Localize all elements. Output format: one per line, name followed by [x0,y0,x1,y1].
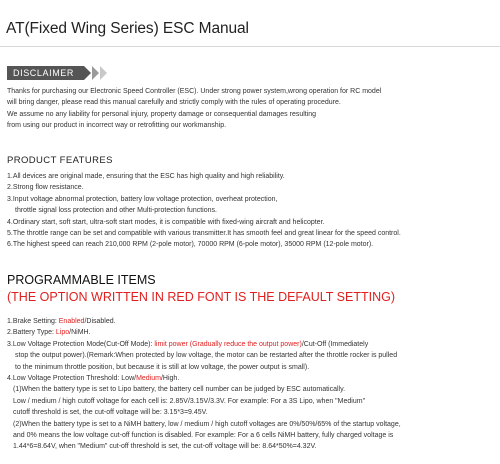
lvp-threshold-default: Medium [136,375,161,383]
lvp-threshold-line: and 0% means the low voltage cut-off function is disabled. For example: For a 6 cells NiMH battery, fully charged voltage is [13,432,394,440]
programmable-list [7,316,401,453]
battery-prefix: 2.Battery Type: [7,329,56,337]
lvp-threshold-line: (1)When the battery type is set to Lipo battery, the battery cell number can be judged by ESC automatically. [13,386,346,394]
feature-item: 5.The throttle range can be set and compatible with various transmitter.It has smooth feel and great linear for the speed control. [7,230,401,238]
lvp-threshold-low: Low/ [121,375,137,383]
lvp-mode-line: to the minimum throttle position, but because it is still at low voltage, the power output is small). [15,363,310,371]
lvp-mode-default: limit power (Gradually reduce the output power) [154,340,302,348]
features-list [7,171,401,251]
feature-item: 6.The highest speed can reach 210,000 RPM (2-pole motor), 70000 RPM (6-pole motor), 35000 RPM (12-pole motor). [7,241,374,249]
lvp-threshold-line: Low / medium / high cutoff voltage for each cell is: 2.85V/3.15V/3.3V. For example: For a 3S Lipo, when "Medium" [13,397,366,405]
disclaimer-text [7,86,381,132]
document-title: AT(Fixed Wing Series) ESC Manual [6,20,249,37]
brake-suffix: /Disabled. [84,318,116,325]
brake-default: Enabled [58,318,85,325]
battery-suffix: /NiMH. [69,329,91,337]
lvp-threshold-high: /High. [160,375,180,383]
battery-default: Lipo [55,329,70,337]
feature-item: 2.Strong flow resistance. [7,184,84,192]
lvp-threshold-prefix: 4.Low Voltage Protection Threshold: [7,375,122,383]
lvp-mode-prefix: 3.Low Voltage Protection Mode(Cut-Off Mode): [7,340,155,348]
brake-setting-item [7,316,401,327]
lvp-mode-suffix: /Cut-Off (Immediately [301,340,369,348]
battery-type-item [7,327,401,338]
disclaimer-line: We assume no any liability for personal injury, property damage or consequential damages resulting [7,110,317,118]
title-divider [0,46,500,47]
brake-prefix: 1.Brake Setting: [7,318,59,325]
lvp-threshold-line: cutoff threshold is set, the cut-off voltage will be: 3.15*3=9.45V. [13,409,208,417]
default-setting-note: (THE OPTION WRITTEN IN RED FONT IS THE DEFAULT SETTING) [7,290,395,304]
feature-item: throttle signal loss protection and other Multi-protection functions. [15,207,217,215]
feature-item: 3.Input voltage abnormal protection, battery low voltage protection, overheat protection, [7,195,278,203]
disclaimer-label: DISCLAIMER [7,66,84,80]
chevron-right-icon [92,66,99,80]
lvp-mode-item [7,339,401,350]
chevron-right-icon [100,66,107,80]
programmable-heading: PROGRAMMABLE ITEMS [7,273,156,287]
lvp-threshold-line: (2)When the battery type is set to a NiMH battery, low / medium / high cutoff voltages are 0%/50%/65% of the startup voltage, [13,420,401,428]
disclaimer-line: will bring danger, please read this manual carefully and strictly comply with the rules of operating procedure. [7,99,341,107]
lvp-mode-line: stop the output power).(Remark:When protected by low voltage, the motor can be restarted after the throttle rocker is pulled [15,352,398,360]
disclaimer-line: from using our product in incorrect way or retrofitting our workmanship. [7,122,227,130]
lvp-threshold-line: 1.44*6=8.64V, when "Medium" cut-off threshold is set, the cut-off voltage will be: 8.64*50%=4.32V. [13,443,317,451]
feature-item: 1.All devices are original made, ensuring that the ESC has high quality and high reliability. [7,173,285,180]
lvp-threshold-item [7,373,401,384]
disclaimer-banner [7,66,107,80]
disclaimer-line: Thanks for purchasing our Electronic Speed Controller (ESC). Under strong power system,wrong operation for RC model [7,88,382,95]
features-heading: PRODUCT FEATURES [7,155,113,166]
feature-item: 4.Ordinary start, soft start, ultra-soft start modes, it is compatible with fixed-wing aircraft and helicopter. [7,218,325,226]
